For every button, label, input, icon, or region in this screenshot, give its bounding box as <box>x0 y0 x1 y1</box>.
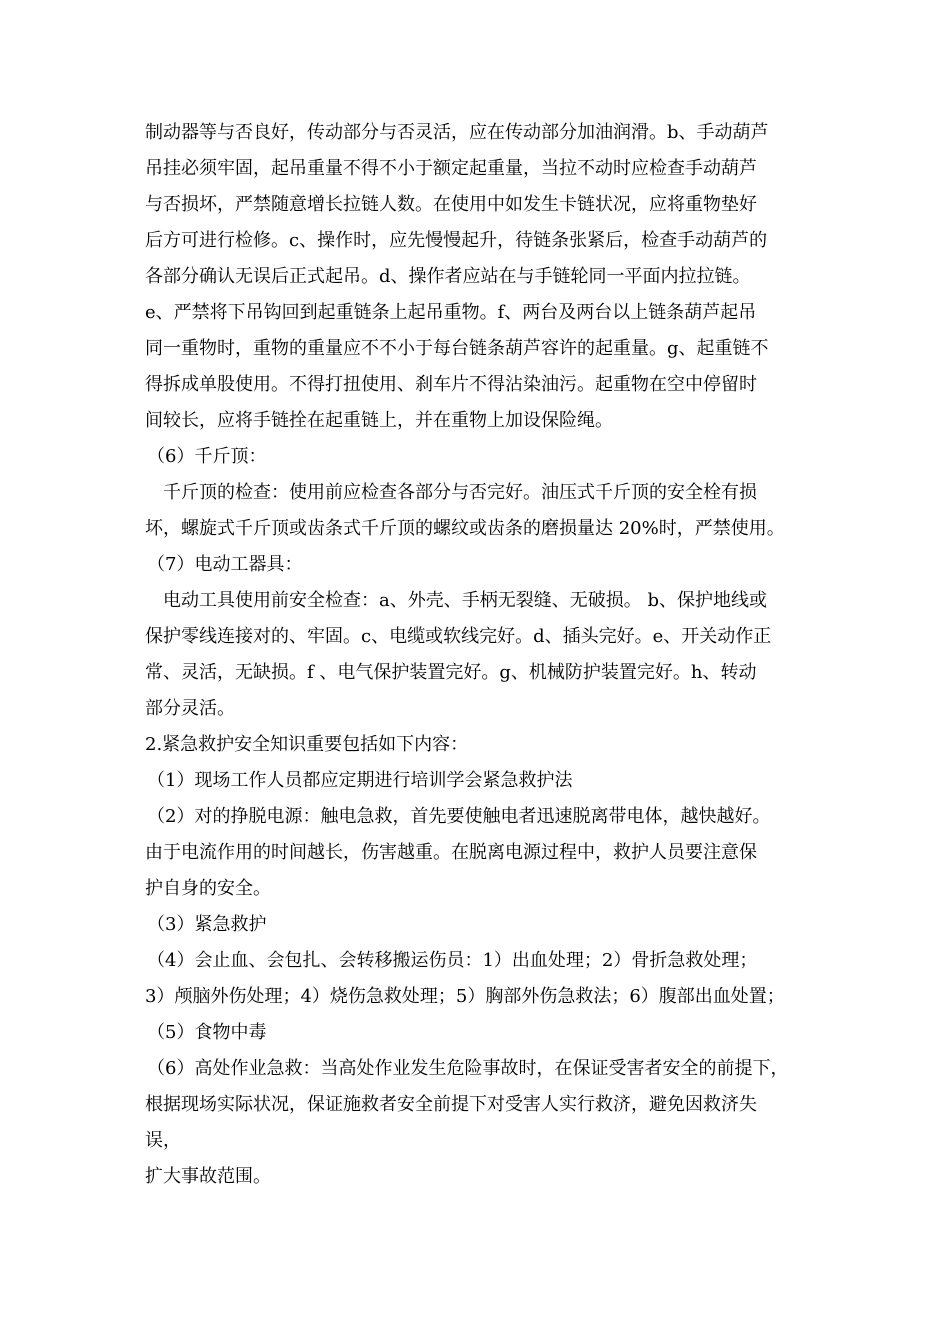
text-line: 制动器等与否良好，传动部分与否灵活，应在传动部分加油润滑。b、手动葫芦 <box>145 122 769 143</box>
text-line: 后方可进行检修。c、操作时，应先慢慢起升，待链条张紧后，检查手动葫芦的 <box>145 230 768 251</box>
text-line: 常、灵活，无缺损。f 、电气保护装置完好。g、机械防护装置完好。h、转动 <box>145 662 757 683</box>
text-line: 千斤顶的检查：使用前应检查各部分与否完好。油压式千斤顶的安全栓有损 <box>163 482 757 503</box>
text-line: （1）现场工作人员都应定期进行培训学会紧急救护法 <box>147 770 573 791</box>
text-line: 护自身的安全。 <box>145 878 271 899</box>
text-line: （4）会止血、会包扎、会转移搬运伤员：1）出血处理；2）骨折急救处理； <box>147 950 758 971</box>
text-line: 误， <box>145 1130 181 1151</box>
text-line: 3）颅脑外伤处理；4）烧伤急救处理；5）胸部外伤急救法；6）腹部出血处置； <box>145 986 785 1007</box>
text-line: （5）食物中毒 <box>147 1022 267 1043</box>
text-line: 与否损坏，严禁随意增长拉链人数。在使用中如发生卡链状况，应将重物垫好 <box>145 194 757 215</box>
text-line: 同一重物时，重物的重量应不不小于每台链条葫芦容许的起重量。g、起重链不 <box>145 338 769 359</box>
text-line: 扩大事故范围。 <box>145 1166 271 1187</box>
text-line: 根据现场实际状况，保证施救者安全前提下对受害人实行救济，避免因救济失 <box>145 1094 757 1115</box>
text-line: 2.紧急救护安全知识重要包括如下内容： <box>145 734 469 755</box>
document-page <box>145 115 825 1195</box>
text-line: 坏，螺旋式千斤顶或齿条式千斤顶的螺纹或齿条的磨损量达 20%时，严禁使用。 <box>145 518 785 539</box>
text-line: 由于电流作用的时间越长，伤害越重。在脱离电源过程中，救护人员要注意保 <box>145 842 757 863</box>
text-line: 电动工具使用前安全检查：a、外壳、手柄无裂缝、无破损。 b、保护地线或 <box>163 590 767 611</box>
text-line: （7）电动工器具： <box>147 554 303 575</box>
text-line: 得拆成单股使用。不得打扭使用、刹车片不得沾染油污。起重物在空中停留时 <box>145 374 757 395</box>
text-line: （2）对的挣脱电源：触电急救，首先要使触电者迅速脱离带电体，越快越好。 <box>147 806 771 827</box>
text-line: 各部分确认无误后正式起吊。d、操作者应站在与手链轮同一平面内拉拉链。 <box>145 266 751 287</box>
text-line: 保护零线连接对的、牢固。c、电缆或软线完好。d、插头完好。e、开关动作正 <box>145 626 772 647</box>
text-line: 部分灵活。 <box>145 698 235 719</box>
text-line: 间较长，应将手链拴在起重链上，并在重物上加设保险绳。 <box>145 410 613 431</box>
text-line: 吊挂必须牢固，起吊重量不得不小于额定起重量，当拉不动时应检查手动葫芦 <box>145 158 757 179</box>
text-line: （3）紧急救护 <box>147 914 267 935</box>
text-line: （6）千斤顶： <box>147 446 267 467</box>
text-line: e、严禁将下吊钩回到起重链条上起吊重物。f、两台及两台以上链条葫芦起吊 <box>145 302 757 323</box>
text-line: （6）高处作业急救：当高处作业发生危险事故时，在保证受害者安全的前提下， <box>147 1058 789 1079</box>
